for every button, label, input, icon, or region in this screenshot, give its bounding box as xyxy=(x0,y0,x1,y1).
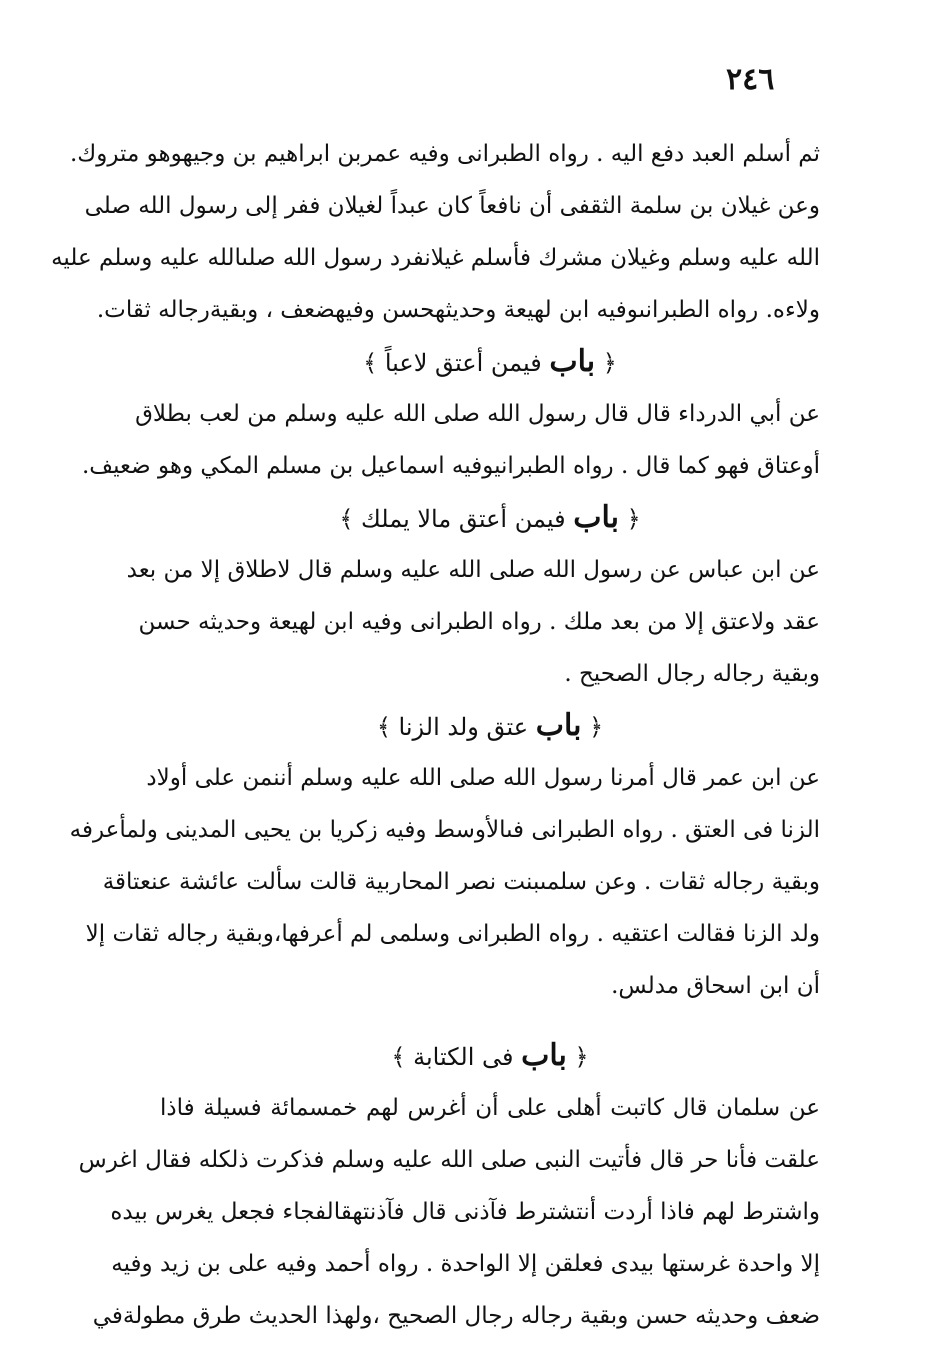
text-line: واشترط لهم فاذا أردت أنتشترط فآذنى قال فآذنتهقالفجاء فجعل يغرس بيده xyxy=(110,1199,820,1225)
spacer xyxy=(160,1012,820,1030)
heading-bab: باب xyxy=(535,708,582,743)
heading-title: فيمن أعتق لاعباً xyxy=(384,349,542,377)
heading-bracket-open: ﴿ xyxy=(589,713,604,741)
paragraph xyxy=(126,544,820,700)
heading-bracket-close: ﴾ xyxy=(391,1043,406,1071)
heading-bab: باب xyxy=(573,500,619,535)
text-line: عن أبي الدرداء قال قال رسول الله صلى الله عليه وسلم من لعب بطلاق xyxy=(135,401,820,427)
heading-bracket-open: ﴿ xyxy=(602,349,617,377)
heading-bab: باب xyxy=(521,1038,567,1073)
body-text xyxy=(51,128,820,1342)
text-line: عقد ولاعتق إلا من بعد ملك . رواه الطبرانى وفيه ابن لهيعة وحديثه حسن xyxy=(138,609,820,635)
text-line: علقت فأنا حر قال فأتيت النبى صلى الله عليه وسلم فذكرت ذلكله فقال اغرس xyxy=(78,1147,820,1173)
text-line: ثم أسلم العبد دفع اليه . رواه الطبرانى وفيه عمربن ابراهيم بن وجيهوهو متروك. xyxy=(69,141,820,167)
heading-bracket-close: ﴾ xyxy=(376,713,391,741)
text-line: وعن غيلان بن سلمة الثقفى أن نافعاً كان عبداً لغيلان ففر إلى رسول الله صلى xyxy=(84,193,820,219)
section-heading xyxy=(160,492,820,544)
text-line: ضعف وحديثه حسن وبقية رجاله رجال الصحيح ،ولهذا الحديث طرق مطولةفي xyxy=(92,1303,820,1329)
heading-bab: باب xyxy=(549,344,596,379)
text-line: إلا واحدة غرستها بيدى فعلقن إلا الواحدة . رواه أحمد وفيه على بن زيد وفيه xyxy=(111,1251,820,1277)
heading-bracket-open: ﴿ xyxy=(626,505,641,533)
text-line: وبقية رجاله ثقات . وعن سلمىبنت نصر المحاربية قالت سألت عائشة عنعتاقة xyxy=(102,869,820,895)
paragraph xyxy=(69,752,820,1012)
section-heading xyxy=(160,336,820,388)
paragraph xyxy=(81,388,820,492)
paragraph xyxy=(78,1082,820,1342)
heading-title: فيمن أعتق مالا يملك xyxy=(361,505,566,533)
text-line: عن ابن عمر قال أمرنا رسول الله صلى الله عليه وسلم أننمن على أولاد xyxy=(146,765,820,791)
text-line: أن ابن اسحاق مدلس. xyxy=(611,973,820,999)
text-line: الله عليه وسلم وغيلان مشرك فأسلم غيلانفرد رسول الله صلىالله عليه وسلم عليه xyxy=(51,245,820,271)
heading-bracket-open: ﴿ xyxy=(574,1043,589,1071)
heading-bracket-close: ﴾ xyxy=(363,349,378,377)
text-line: وبقية رجاله رجال الصحيح . xyxy=(564,661,820,687)
text-line: عن ابن عباس عن رسول الله صلى الله عليه وسلم قال لاطلاق إلا من بعد xyxy=(126,557,820,583)
text-line: ولاءه. رواه الطبرانىوفيه ابن لهيعة وحديثهحسن وفيهضعف ، وبقيةرجاله ثقات. xyxy=(96,297,820,323)
section-heading xyxy=(160,1030,820,1082)
heading-bracket-close: ﴾ xyxy=(339,505,354,533)
heading-title: فى الكتابة xyxy=(413,1043,514,1071)
page-number: ٢٤٦ xyxy=(726,62,775,97)
text-line: أوعتاق فهو كما قال . رواه الطبرانيوفيه اسماعيل بن مسلم المكي وهو ضعيف. xyxy=(81,453,820,479)
text-line: الزنا فى العتق . رواه الطبرانى فىالأوسط وفيه زكريا بن يحيى المدينى ولمأعرفه xyxy=(69,817,820,843)
text-line: عن سلمان قال كاتبت أهلى على أن أغرس لهم خمسمائة فسيلة فاذا xyxy=(160,1095,820,1121)
text-line: ولد الزنا فقالت اعتقيه . رواه الطبرانى وسلمى لم أعرفها،وبقية رجاله ثقات إلا xyxy=(85,921,820,947)
paragraph-intro xyxy=(51,128,820,336)
heading-title: عتق ولد الزنا xyxy=(398,713,529,741)
section-heading xyxy=(160,700,820,752)
